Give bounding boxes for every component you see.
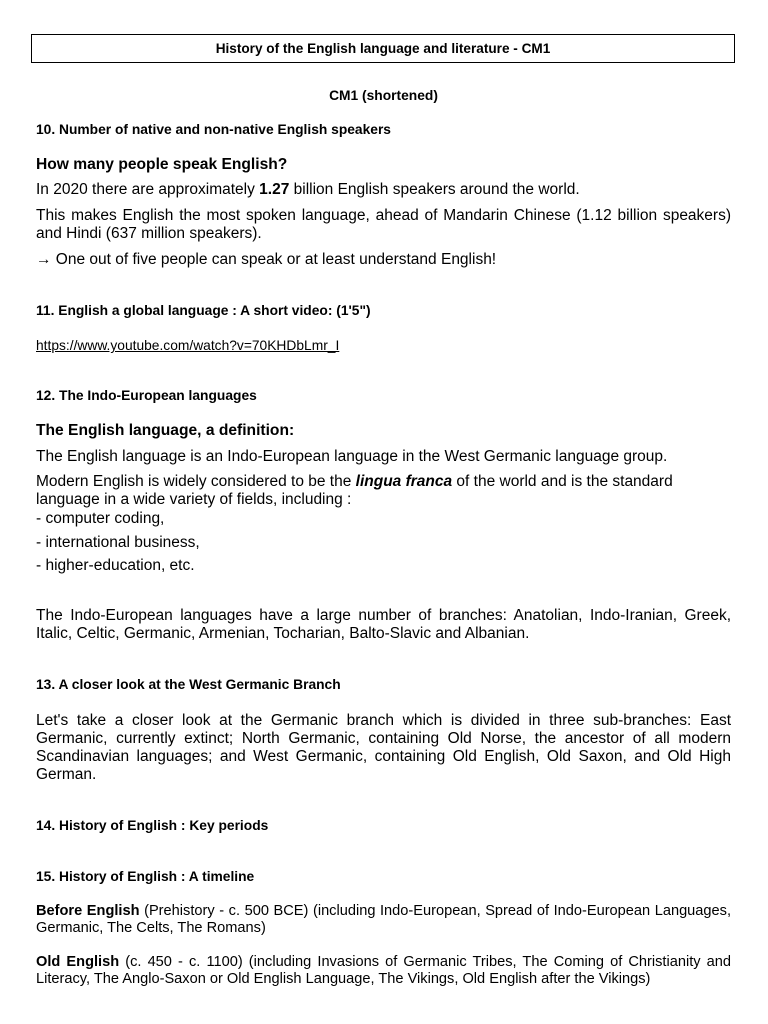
list-item: - international business, [36,534,200,551]
section-11-heading: 11. English a global language : A short video: (1'5") [36,303,371,318]
timeline-period-text: (Prehistory - c. 500 BCE) (including Indo-European, Spread of Indo-European Languages, Germanic, The Celts, The Romans) [36,903,731,936]
section-10-paragraph-1 [36,181,731,199]
section-12-paragraph-1: The English language is an Indo-European language in the West Germanic language group. [36,448,668,465]
section-12-heading: 12. The Indo-European languages [36,388,257,403]
p2-text-post: of the world and is the standard language in a wide variety of fields, including : [36,473,673,508]
p1-bold-number: 1.27 [259,181,290,198]
p1-text-post: billion English speakers around the world. [289,181,580,198]
lingua-franca-term: lingua franca [355,473,453,490]
section-12-paragraph-3: The Indo-European languages have a large number of branches: Anatolian, Indo-Iranian, Greek, Italic, Celtic, Germanic, Armenian, Tocharian, Balto-Slavic and Albanian. [36,607,731,642]
list-item: - computer coding, [36,510,165,527]
section-12-paragraph-2 [36,473,731,509]
p1-text-pre: In 2020 there are approximately [36,181,260,198]
timeline-entry-old-english [36,954,731,988]
section-13-paragraph: Let's take a closer look at the Germanic branch which is divided in three sub-branches: East Germanic, currently extinct; North Germanic, containing Old Norse, the ancestor of all modern Scandinavian languages; and West Germanic, containing Old English, Old Saxon, and Old High German. [36,712,731,783]
section-14-heading: 14. History of English : Key periods [36,818,269,833]
video-link[interactable]: https://www.youtube.com/watch?v=70KHDbLmr_I [36,338,340,353]
p2-text-pre: Modern English is widely considered to be the [36,473,356,490]
section-10-paragraph-3: → One out of five people can speak or at least understand English! [36,251,497,268]
list-item: - higher-education, etc. [36,557,195,574]
section-10-subheading: How many people speak English? [36,156,288,173]
section-12-subheading: The English language, a definition: [36,422,295,439]
timeline-period-name: Before English [36,903,140,919]
section-13-heading: 13. A closer look at the West Germanic Branch [36,677,341,692]
timeline-entry-before-english [36,903,731,937]
document-title-box [31,34,735,63]
timeline-period-name: Old English [36,954,120,970]
timeline-period-text: (c. 450 - c. 1100) (including Invasions of Germanic Tribes, The Coming of Christianity and Literacy, The Anglo-Saxon or Old English Language, The Vikings, Old English after the Vikings) [36,954,732,987]
section-10-paragraph-2: This makes English the most spoken language, ahead of Mandarin Chinese (1.12 billion speakers) and Hindi (637 million speakers). [36,207,731,242]
document-subtitle: CM1 (shortened) [329,88,438,103]
video-link-row [36,337,731,355]
document-title: History of the English language and literature - CM1 [215,41,551,56]
section-10-heading: 10. Number of native and non-native English speakers [36,122,391,137]
section-15-heading: 15. History of English : A timeline [36,869,255,884]
